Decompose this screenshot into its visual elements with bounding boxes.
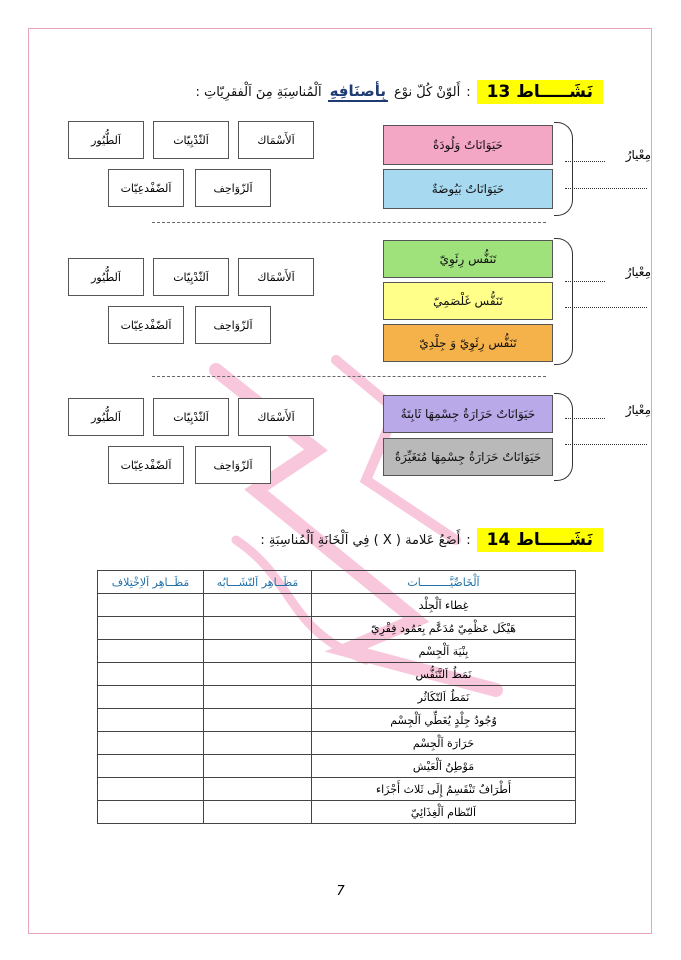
table-header-row: [98, 571, 576, 594]
animal-label: اَلزّوَاحِف: [213, 181, 253, 195]
activity-13-keyword: بِأصنَافِهِ: [329, 82, 386, 100]
animal-box-amphibians-g3[interactable]: [108, 446, 184, 484]
animal-box-birds-g1[interactable]: [68, 121, 144, 159]
table-row: [98, 755, 576, 778]
animal-label: اَلأَسْمَاك: [257, 270, 295, 284]
criterion-label-3: مِعْيارُ: [625, 403, 651, 417]
activity-13-lead: أَلوّنْ كُلّ نوْع: [394, 84, 461, 100]
separator-2: [152, 376, 546, 377]
criterion-answer-line-1b[interactable]: [565, 188, 647, 189]
animal-box-reptiles-g3[interactable]: [195, 446, 271, 484]
criterion-label-2: مِعْيارُ: [625, 265, 651, 279]
category-label: حَيَوَانَاتٌ حَرَارَةُ جِسْمِهَا مُتَغَيِّرَةٌ: [394, 450, 542, 464]
animal-label: اَلزّوَاحِف: [213, 318, 253, 332]
activity-14-instruction: أَضَعُ عَلامة ( X ) فِي اَلْخَانَةِ اَلْمُناسِبَةِ :: [260, 532, 461, 548]
property-cell: نَمَطُ اَلتَّنَفُّس: [312, 663, 576, 686]
table-row: [98, 709, 576, 732]
diff-cell[interactable]: [98, 640, 204, 663]
category-label: حَيَوَانَاتٌ حَرَارَةُ جِسْمِهَا ثَابِتَةٌ: [400, 407, 536, 421]
animal-label: اَلضّفْدعِيّات: [120, 181, 172, 195]
sim-cell[interactable]: [204, 640, 312, 663]
table-row: [98, 686, 576, 709]
animal-box-amphibians-g1[interactable]: [108, 169, 184, 207]
property-cell: غِطاء اَلْجِلْد: [312, 594, 576, 617]
property-cell: وُجُودُ جِلْدٍ يُغَطِّي اَلْجِسْم: [312, 709, 576, 732]
animal-label: اَلطُّيُور: [91, 270, 121, 284]
category-label: تَنَفُّس غَلْصَمِيّ: [433, 294, 503, 308]
group-1-bracket: [554, 122, 573, 216]
criterion-label-1: مِعْيارُ: [625, 148, 651, 162]
animal-label: اَلطُّيُور: [91, 410, 121, 424]
sim-cell[interactable]: [204, 594, 312, 617]
activity-13-title: [195, 80, 603, 104]
sim-cell[interactable]: [204, 617, 312, 640]
category-box-g2-2[interactable]: [383, 324, 553, 362]
animal-box-fish-g2[interactable]: [238, 258, 314, 296]
animal-label: اَلأَسْمَاك: [257, 410, 295, 424]
property-cell: بِنْيَة اَلْجِسْم: [312, 640, 576, 663]
table-row: [98, 778, 576, 801]
diff-cell[interactable]: [98, 663, 204, 686]
animal-box-reptiles-g1[interactable]: [195, 169, 271, 207]
table-row: [98, 617, 576, 640]
animal-box-reptiles-g2[interactable]: [195, 306, 271, 344]
activity-14-colon: :: [466, 532, 471, 548]
animal-box-birds-g2[interactable]: [68, 258, 144, 296]
header-differences: مَظَــاهِر اَلاِخْتِلاف: [98, 571, 204, 594]
table-row: [98, 594, 576, 617]
animal-label: اَلثّدْيِيّات: [173, 410, 209, 424]
table-row: [98, 663, 576, 686]
animal-box-fish-g3[interactable]: [238, 398, 314, 436]
diff-cell[interactable]: [98, 778, 204, 801]
sim-cell[interactable]: [204, 709, 312, 732]
animal-box-mammals-g2[interactable]: [153, 258, 229, 296]
activity-13-colon: :: [466, 84, 471, 100]
sim-cell[interactable]: [204, 755, 312, 778]
animal-box-fish-g1[interactable]: [238, 121, 314, 159]
properties-table: [97, 570, 576, 824]
property-cell: حَرَارَة اَلْجِسْم: [312, 732, 576, 755]
separator-1: [152, 222, 546, 223]
activity-14-title: [260, 528, 603, 552]
animal-label: اَلثّدْيِيّات: [173, 270, 209, 284]
sim-cell[interactable]: [204, 732, 312, 755]
category-box-g2-0[interactable]: [383, 240, 553, 278]
group-3-bracket: [554, 393, 573, 481]
category-box-g3-1[interactable]: [383, 438, 553, 476]
table-row: [98, 640, 576, 663]
diff-cell[interactable]: [98, 594, 204, 617]
category-box-g1-1[interactable]: [383, 169, 553, 209]
sim-cell[interactable]: [204, 778, 312, 801]
property-cell: أَطْرَافٌ تَنْقَسِمُ إِلَى ثَلاث أَجْزَاء: [312, 778, 576, 801]
animal-box-mammals-g1[interactable]: [153, 121, 229, 159]
category-label: تَنَفُّس رِئَوِيّ وَ جِلْدِيّ: [419, 336, 517, 350]
table-row: [98, 801, 576, 824]
category-box-g1-0[interactable]: [383, 125, 553, 165]
property-cell: مَوْطِنُ اَلْعَيْش: [312, 755, 576, 778]
criterion-answer-line-3b[interactable]: [565, 444, 647, 445]
category-label: تَنَفُّس رِئَوِيّ: [439, 252, 497, 266]
criterion-answer-line-2b[interactable]: [565, 307, 647, 308]
activity-13-tail: اَلْمُناسِبَةِ مِنَ اَلْفقرِيّاتِ :: [195, 84, 322, 100]
animal-box-mammals-g3[interactable]: [153, 398, 229, 436]
diff-cell[interactable]: [98, 801, 204, 824]
property-cell: اَلنّظام اَلْغِذَائِيّ: [312, 801, 576, 824]
category-box-g3-0[interactable]: [383, 395, 553, 433]
sim-cell[interactable]: [204, 686, 312, 709]
table-row: [98, 732, 576, 755]
sim-cell[interactable]: [204, 663, 312, 686]
header-properties: اَلْخَاصِّيَّـــــــــات: [312, 571, 576, 594]
diff-cell[interactable]: [98, 686, 204, 709]
category-box-g2-1[interactable]: [383, 282, 553, 320]
diff-cell[interactable]: [98, 617, 204, 640]
diff-cell[interactable]: [98, 755, 204, 778]
animal-label: اَلزّوَاحِف: [213, 458, 253, 472]
animal-label: اَلأَسْمَاك: [257, 133, 295, 147]
animal-label: اَلضّفْدعِيّات: [120, 318, 172, 332]
animal-label: اَلضّفْدعِيّات: [120, 458, 172, 472]
header-similarities: مَظَــاهِر اَلتّشَـــابُه: [204, 571, 312, 594]
activity-14-badge: نَشَـــــاط 14: [477, 528, 603, 552]
group-2-bracket: [554, 238, 573, 365]
property-cell: نَمَطُ اَلتّكَاثُر: [312, 686, 576, 709]
property-cell: هَيْكَل عَظْمِيّ مُدَعَّم بِعَمُود فِقْرِيّ: [312, 617, 576, 640]
animal-label: اَلطُّيُور: [91, 133, 121, 147]
category-label: حَيَوَانَاتٌ وَلُودَةٌ: [433, 138, 503, 152]
category-label: حَيَوَانَاتٌ بَيُوضَةٌ: [431, 182, 505, 196]
page-number: 7: [336, 884, 345, 899]
diff-cell[interactable]: [98, 709, 204, 732]
diff-cell[interactable]: [98, 732, 204, 755]
animal-box-amphibians-g2[interactable]: [108, 306, 184, 344]
sim-cell[interactable]: [204, 801, 312, 824]
animal-label: اَلثّدْيِيّات: [173, 133, 209, 147]
activity-13-badge: نَشَـــــاط 13: [477, 80, 603, 104]
animal-box-birds-g3[interactable]: [68, 398, 144, 436]
